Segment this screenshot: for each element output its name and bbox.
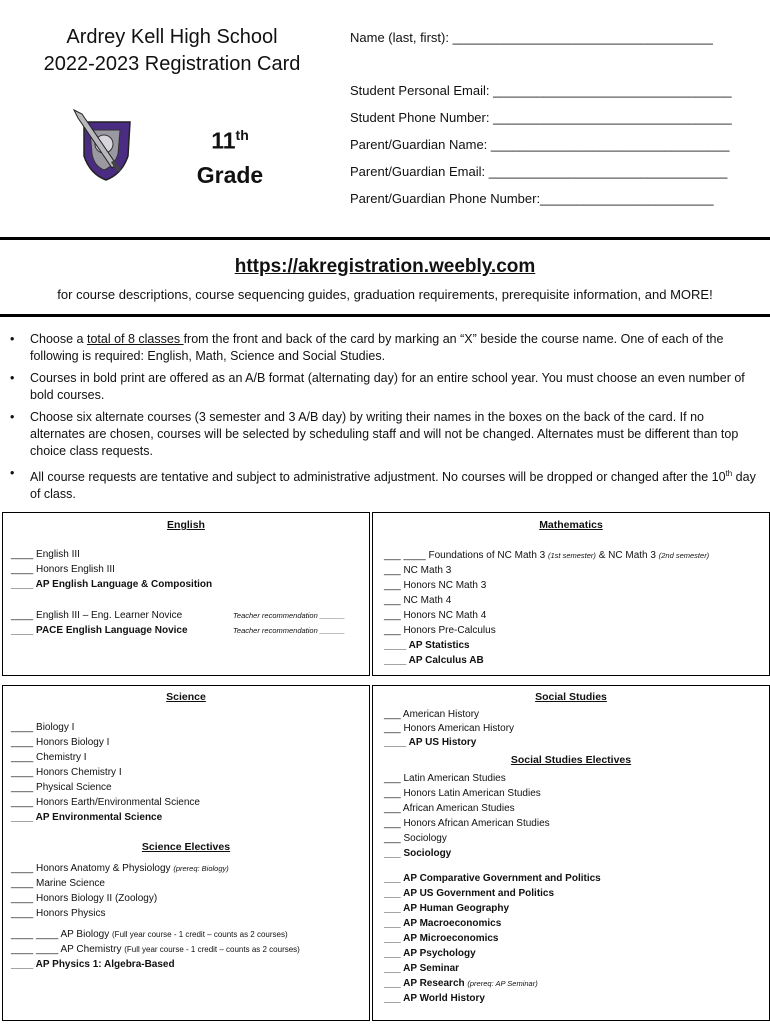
course-option[interactable]: ___ Honors NC Math 3 bbox=[384, 580, 487, 591]
course-option[interactable]: ___ Sociology bbox=[384, 848, 452, 859]
course-option[interactable]: ___ AP Microeconomics bbox=[384, 933, 499, 944]
course-option[interactable]: ____ AP Physics 1: Algebra-Based bbox=[11, 959, 175, 970]
parent-phone-field[interactable]: Parent/Guardian Phone Number:________________________ bbox=[350, 191, 714, 206]
course-option[interactable]: ____ Honors Physics bbox=[11, 908, 106, 919]
course-option[interactable]: ____ Honors Anatomy & Physiology (prereq: Biology) bbox=[11, 863, 229, 874]
instructions-list bbox=[10, 331, 758, 508]
math-title: Mathematics bbox=[539, 519, 603, 531]
math-section bbox=[372, 512, 770, 676]
divider-bottom bbox=[0, 314, 770, 317]
english-title: English bbox=[167, 519, 205, 531]
course-option[interactable]: ___ AP US Government and Politics bbox=[384, 888, 555, 899]
course-option[interactable]: ____ Biology I bbox=[11, 722, 75, 733]
social-studies-title: Social Studies bbox=[535, 691, 607, 703]
course-option[interactable]: ___ AP Research (prereq: AP Seminar) bbox=[384, 978, 538, 989]
course-option[interactable]: ____ AP Calculus AB bbox=[384, 655, 484, 666]
registration-year: 2022-2023 Registration Card bbox=[43, 53, 301, 75]
course-option[interactable]: ____ AP Environmental Science bbox=[11, 812, 163, 823]
student-email-field[interactable]: Student Personal Email: _________________________________ bbox=[350, 83, 732, 98]
science-electives-title: Science Electives bbox=[141, 841, 231, 853]
parent-email-field[interactable]: Parent/Guardian Email: _________________________________ bbox=[350, 164, 728, 179]
science-section bbox=[2, 685, 370, 1021]
instruction-item: • Courses in bold print are offered as an A/B format (alternating day) for an entire school year. You must choose an even number of bold courses. bbox=[10, 371, 745, 402]
school-title bbox=[22, 24, 322, 78]
course-option[interactable]: ___ Sociology bbox=[384, 833, 447, 844]
registration-link[interactable]: https://akregistration.weebly.com bbox=[234, 256, 536, 277]
course-option[interactable]: ___ American History bbox=[384, 709, 480, 720]
grade-label bbox=[185, 118, 275, 192]
course-option[interactable]: ___ Latin American Studies bbox=[384, 773, 506, 784]
course-option[interactable]: ___ Honors African American Studies bbox=[384, 818, 550, 829]
course-option[interactable]: ___ AP World History bbox=[384, 993, 485, 1004]
course-option[interactable]: ____ ____ AP Chemistry (Full year course - 1 credit – counts as 2 courses) bbox=[11, 944, 300, 955]
school-name: Ardrey Kell High School bbox=[66, 26, 278, 48]
course-option[interactable]: ____ AP English Language & Composition bbox=[11, 579, 213, 590]
course-option[interactable]: ____ Honors Chemistry I bbox=[11, 767, 122, 778]
course-option[interactable]: ___ AP Seminar bbox=[384, 963, 460, 974]
course-option[interactable]: ____ Honors Biology II (Zoology) bbox=[11, 893, 158, 904]
grade-number: 11 bbox=[211, 127, 236, 154]
name-field[interactable]: Name (last, first): ____________________________________ bbox=[350, 30, 713, 45]
course-option[interactable]: ____ PACE English Language Novice bbox=[11, 625, 188, 636]
course-option[interactable]: ____ Honors Earth/Environmental Science bbox=[11, 797, 200, 808]
course-option[interactable]: ____ Marine Science bbox=[11, 878, 105, 889]
course-option[interactable]: ___ Honors Latin American Studies bbox=[384, 788, 541, 799]
course-option[interactable]: ___ AP Comparative Government and Politics bbox=[384, 873, 601, 884]
course-option[interactable]: ____ AP Statistics bbox=[384, 640, 470, 651]
student-phone-field[interactable]: Student Phone Number: _________________________________ bbox=[350, 110, 732, 125]
course-option[interactable]: ____ Chemistry I bbox=[11, 752, 87, 763]
science-title: Science bbox=[166, 691, 206, 703]
parent-name-field[interactable]: Parent/Guardian Name: _________________________________ bbox=[350, 137, 730, 152]
instruction-item: • Choose a total of 8 classes from the front and back of the card by marking an “X” beside the course name. One of each of the following is required: English, Math, Science and Social Studies. bbox=[10, 332, 724, 363]
course-option[interactable]: ___ Honors Pre-Calculus bbox=[384, 625, 496, 636]
knight-logo bbox=[70, 108, 142, 184]
instruction-item: • Choose six alternate courses (3 semester and 3 A/B day) by writing their names in the boxes on the back of the card. If no alternates are chosen, courses will be selected by scheduling staff and will not be changed. Alternates must be different than top choice class requests. bbox=[10, 410, 739, 458]
social-electives-title: Social Studies Electives bbox=[510, 754, 632, 766]
course-option[interactable]: ____ Honors Biology I bbox=[11, 737, 110, 748]
course-option[interactable]: ___ Honors NC Math 4 bbox=[384, 610, 487, 621]
course-option[interactable]: ___ NC Math 4 bbox=[384, 595, 452, 606]
course-option[interactable]: ___ Honors American History bbox=[384, 723, 515, 734]
course-option[interactable]: ___ AP Human Geography bbox=[384, 903, 510, 914]
course-option[interactable]: ____ Physical Science bbox=[11, 782, 112, 793]
course-option[interactable]: ___ African American Studies bbox=[384, 803, 515, 814]
course-option[interactable]: ____ English III – Eng. Learner Novice bbox=[11, 610, 183, 621]
course-option[interactable]: ___ AP Psychology bbox=[384, 948, 476, 959]
grade-word: Grade bbox=[196, 161, 264, 188]
banner-description: for course descriptions, course sequencing guides, graduation requirements, prerequisite information, and MORE! bbox=[57, 287, 713, 302]
social-studies-section bbox=[372, 685, 770, 1021]
english-section bbox=[2, 512, 370, 676]
instruction-item: • All course requests are tentative and subject to administrative adjustment. No courses will be dropped or changed after the 10th day of class. bbox=[10, 466, 756, 502]
divider-top bbox=[0, 237, 770, 240]
course-option[interactable]: ___ ____ Foundations of NC Math 3 (1st semester) & NC Math 3 (2nd semester) bbox=[384, 550, 710, 561]
course-option[interactable]: ____ ____ AP Biology (Full year course - 1 credit – counts as 2 courses) bbox=[11, 929, 288, 940]
teacher-recommendation[interactable]: Teacher recommendation ______ bbox=[233, 626, 345, 635]
course-option[interactable]: ___ AP Macroeconomics bbox=[384, 918, 502, 929]
course-option[interactable]: ___ NC Math 3 bbox=[384, 565, 452, 576]
grade-suffix: th bbox=[235, 127, 249, 143]
teacher-recommendation[interactable]: Teacher recommendation ______ bbox=[233, 611, 345, 620]
course-option[interactable]: ____ AP US History bbox=[384, 737, 477, 748]
course-option[interactable]: ____ English III bbox=[11, 549, 80, 560]
course-option[interactable]: ____ Honors English III bbox=[11, 564, 115, 575]
